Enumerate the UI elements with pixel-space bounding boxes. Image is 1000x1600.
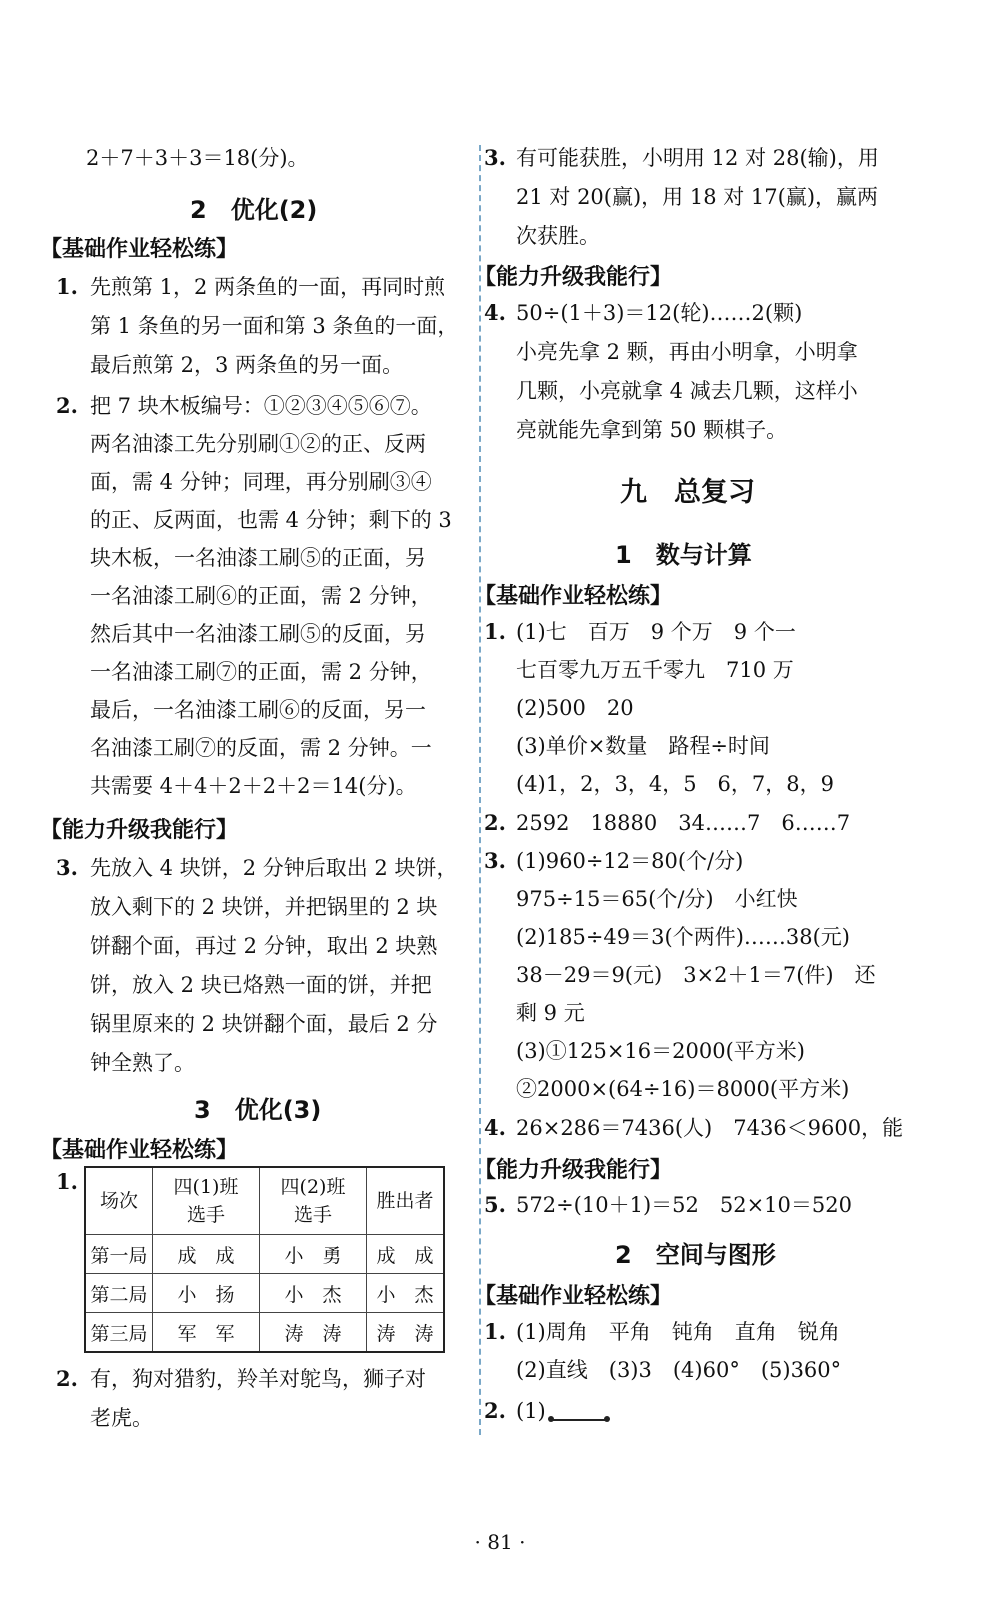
r-q3-line: 21 对 20(赢)，用 18 对 17(赢)，赢两 (516, 185, 879, 209)
table-row (85, 1313, 444, 1353)
r-n1-line: (4)1，2，3，4，5 6，7，8，9 (516, 772, 834, 796)
r-n1-line: (1)七 百万 9 个万 9 个一 (516, 620, 796, 644)
table-header: 胜出者 (367, 1167, 445, 1235)
section-title-geometry: 2 空间与图形 (615, 1241, 776, 1269)
table-cell: 第二局 (85, 1274, 153, 1313)
table-row (85, 1274, 444, 1313)
r-q4-line: 亮就能先拿到第 50 颗棋子。 (516, 418, 788, 442)
q3-line: 放入剩下的 2 块饼，并把锅里的 2 块 (90, 895, 438, 919)
table-cell: 小 杰 (260, 1274, 367, 1313)
q1-line: 最后煎第 2，3 两条鱼的另一面。 (90, 353, 404, 377)
r-n1-line: (3)单价×数量 路程÷时间 (516, 734, 770, 758)
r-n2-line: 2592 18880 34……7 6……7 (516, 811, 851, 835)
r-n3-line: (2)185÷49＝3(个两件)……38(元) (516, 925, 851, 949)
question-number: 3. (484, 848, 506, 873)
table-cell: 小 扬 (153, 1274, 260, 1313)
column-divider (479, 145, 481, 1435)
r-q4-line: 小亮先拿 2 颗，再由小明拿，小明拿 (516, 340, 858, 364)
table-header: 场次 (85, 1167, 153, 1235)
q1-line: 第 1 条鱼的另一面和第 3 条鱼的一面， (90, 314, 459, 338)
question-number: 2. (484, 810, 506, 835)
q2-line: 把 7 块木板编号：①②③④⑤⑥⑦。 (90, 394, 432, 418)
r-n5-line: 572÷(10＋1)＝52 52×10＝520 (516, 1193, 852, 1217)
match-results-table (84, 1166, 445, 1353)
question-number: 2. (484, 1398, 506, 1423)
question-number: 2. (56, 1366, 78, 1391)
question-number: 1. (56, 274, 78, 299)
r-q4-line: 几颗，小亮就拿 4 减去几颗，这样小 (516, 379, 858, 403)
question-number: 4. (484, 1115, 506, 1140)
question-number: 1. (484, 1319, 506, 1344)
r-g1-line: (2)直线 (3)3 (4)60° (5)360° (516, 1358, 842, 1382)
basic-practice-label: 【基础作业轻松练】 (40, 237, 239, 262)
table-cell: 小 勇 (260, 1235, 367, 1274)
r-n4-line: 26×286＝7436(人) 7436＜9600，能 (516, 1116, 904, 1140)
q2-line: 一名油漆工刷⑥的正面，需 2 分钟， (90, 584, 432, 608)
r-n3-line: 38－29＝9(元) 3×2＋1＝7(件) 还 (516, 963, 876, 987)
table-header: 四(2)班 选手 (260, 1167, 367, 1235)
q3-line: 锅里原来的 2 块饼翻个面，最后 2 分 (90, 1012, 438, 1036)
question-number: 4. (484, 300, 506, 325)
q3-line: 钟全熟了。 (90, 1051, 195, 1075)
section-title-optimize-2: 2 优化(2) (190, 196, 318, 224)
chapter-title: 九 总复习 (620, 477, 755, 508)
section-title-numbers: 1 数与计算 (615, 541, 752, 569)
basic-practice-label: 【基础作业轻松练】 (40, 1138, 239, 1163)
q2-line: 块木板，一名油漆工刷⑤的正面，另 (90, 546, 426, 570)
table-cell: 第一局 (85, 1235, 153, 1274)
ability-practice-label: 【能力升级我能行】 (474, 265, 673, 290)
table-cell: 涛 涛 (367, 1313, 445, 1353)
q2-line: 一名油漆工刷⑦的正面，需 2 分钟， (90, 660, 432, 684)
q2-line: 面，需 4 分钟；同理，再分别刷③④ (90, 470, 432, 494)
r-n1-line: 七百零九万五千零九 710 万 (516, 658, 794, 682)
table-cell: 涛 涛 (260, 1313, 367, 1353)
question-number: 3. (56, 855, 78, 880)
question-number: 5. (484, 1192, 506, 1217)
r-q3-line: 有可能获胜，小明用 12 对 28(输)，用 (516, 146, 879, 170)
q2-line: 两名油漆工先分别刷①②的正、反两 (90, 432, 426, 456)
table-header: 四(1)班 选手 (153, 1167, 260, 1235)
r-n1-line: (2)500 20 (516, 696, 634, 720)
r-n3-line: 剩 9 元 (516, 1001, 585, 1025)
ability-practice-label: 【能力升级我能行】 (474, 1158, 673, 1183)
basic-practice-label: 【基础作业轻松练】 (474, 1284, 673, 1309)
table-cell: 第三局 (85, 1313, 153, 1353)
page-number: · 81 · (474, 1530, 526, 1554)
t2-line: 老虎。 (90, 1406, 153, 1430)
segment-endpoint (604, 1416, 610, 1422)
q1-line: 先煎第 1，2 两条鱼的一面，再同时煎 (90, 275, 446, 299)
q2-line: 最后，一名油漆工刷⑥的反面，另一 (90, 698, 426, 722)
ability-practice-label: 【能力升级我能行】 (40, 818, 239, 843)
intro-line: 2＋7＋3＋3＝18(分)。 (86, 146, 309, 170)
t2-line: 有，狗对猎豹，羚羊对鸵鸟，狮子对 (90, 1367, 426, 1391)
question-number: 1. (56, 1169, 78, 1194)
table-row (85, 1235, 444, 1274)
table-cell: 小 杰 (367, 1274, 445, 1313)
r-n3-line: (1)960÷12＝80(个/分) (516, 849, 744, 873)
line-segment-figure (550, 1419, 608, 1421)
r-n3-line: ②2000×(64÷16)＝8000(平方米) (516, 1077, 850, 1101)
q3-line: 先放入 4 块饼，2 分钟后取出 2 块饼， (90, 856, 458, 880)
question-number: 3. (484, 145, 506, 170)
q3-line: 饼翻个面，再过 2 分钟，取出 2 块熟 (90, 934, 438, 958)
table-cell: 成 成 (367, 1235, 445, 1274)
basic-practice-label: 【基础作业轻松练】 (474, 584, 673, 609)
question-number: 1. (484, 619, 506, 644)
question-number: 2. (56, 393, 78, 418)
header-text: 四(1)班 (173, 1176, 239, 1198)
q2-line: 名油漆工刷⑦的反面，需 2 分钟。一 (90, 736, 432, 760)
q2-line: 的正、反两面，也需 4 分钟；剩下的 3 (90, 508, 452, 532)
r-q3-line: 次获胜。 (516, 224, 600, 248)
r-g2-line: (1) (516, 1399, 546, 1423)
r-n3-line: 975÷15＝65(个/分) 小红快 (516, 887, 798, 911)
table-cell: 军 军 (153, 1313, 260, 1353)
q2-line: 共需要 4＋4＋2＋2＋2＝14(分)。 (90, 774, 417, 798)
segment-endpoint (548, 1416, 554, 1422)
r-q4-line: 50÷(1＋3)＝12(轮)……2(颗) (516, 301, 803, 325)
table-cell: 成 成 (153, 1235, 260, 1274)
r-n3-line: (3)①125×16＝2000(平方米) (516, 1039, 805, 1063)
table-header-row (85, 1167, 444, 1235)
header-text: 四(2)班 (280, 1176, 346, 1198)
q3-line: 饼，放入 2 块已烙熟一面的饼，并把 (90, 973, 432, 997)
r-g1-line: (1)周角 平角 钝角 直角 锐角 (516, 1320, 840, 1344)
section-title-optimize-3: 3 优化(3) (194, 1096, 322, 1124)
q2-line: 然后其中一名油漆工刷⑤的反面，另 (90, 622, 426, 646)
